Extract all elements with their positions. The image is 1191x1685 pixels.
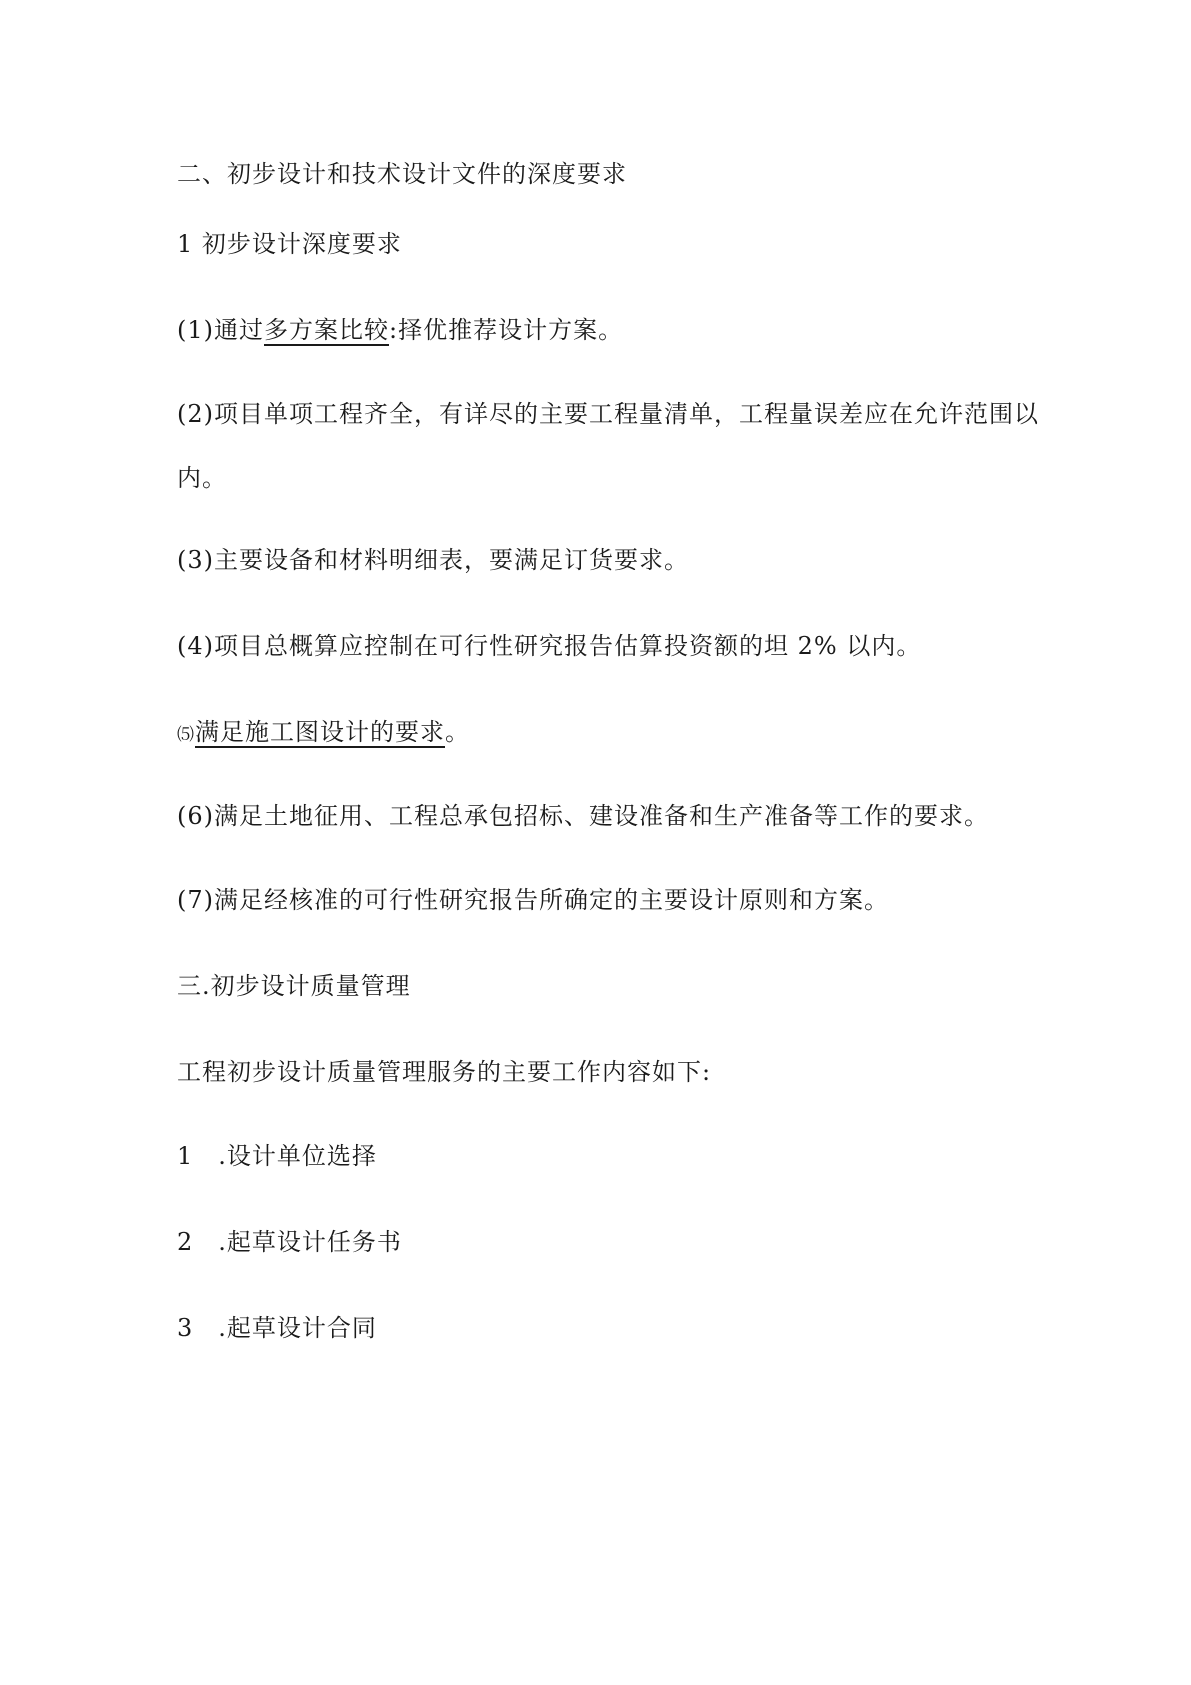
item-1-suffix: :择优推荐设计方案。 [389,316,624,344]
subsection-heading-1: 1 初步设计深度要求 [177,230,402,258]
requirement-item-6: (6)满足土地征用、工程总承包招标、建设准备和生产准备等工作的要求。 [177,802,989,830]
item-5-underlined: 满足施工图设计的要求 [195,718,445,746]
list-item: 1 .设计单位选择 [177,1142,377,1170]
item-5-prefix: ⑸ [177,725,195,745]
requirement-item-4: (4)项目总概算应控制在可行性研究报告估算投资额的坦 2% 以内。 [177,632,922,660]
requirement-item-2-line-2: 内。 [177,464,227,492]
list-item: 3 .起草设计合同 [177,1314,377,1342]
item-1-underlined: 多方案比较 [264,316,389,344]
requirement-item-7: (7)满足经核准的可行性研究报告所确定的主要设计原则和方案。 [177,886,889,914]
requirement-item-1 [177,314,623,346]
item-5-suffix: 。 [445,718,470,746]
item-1-prefix: (1)通过 [177,316,264,344]
intro-paragraph: 工程初步设计质量管理服务的主要工作内容如下: [177,1058,712,1086]
requirement-item-2-line-1: (2)项目单项工程齐全，有详尽的主要工程量清单，工程量误差应在允许范围以 [177,400,1039,428]
section-heading-3: 三.初步设计质量管理 [177,972,411,1000]
section-heading-2: 二、初步设计和技术设计文件的深度要求 [177,160,627,188]
requirement-item-3: (3)主要设备和材料明细表，要满足订货要求。 [177,546,689,574]
requirement-item-5 [177,716,470,751]
list-item: 2 .起草设计任务书 [177,1228,402,1256]
